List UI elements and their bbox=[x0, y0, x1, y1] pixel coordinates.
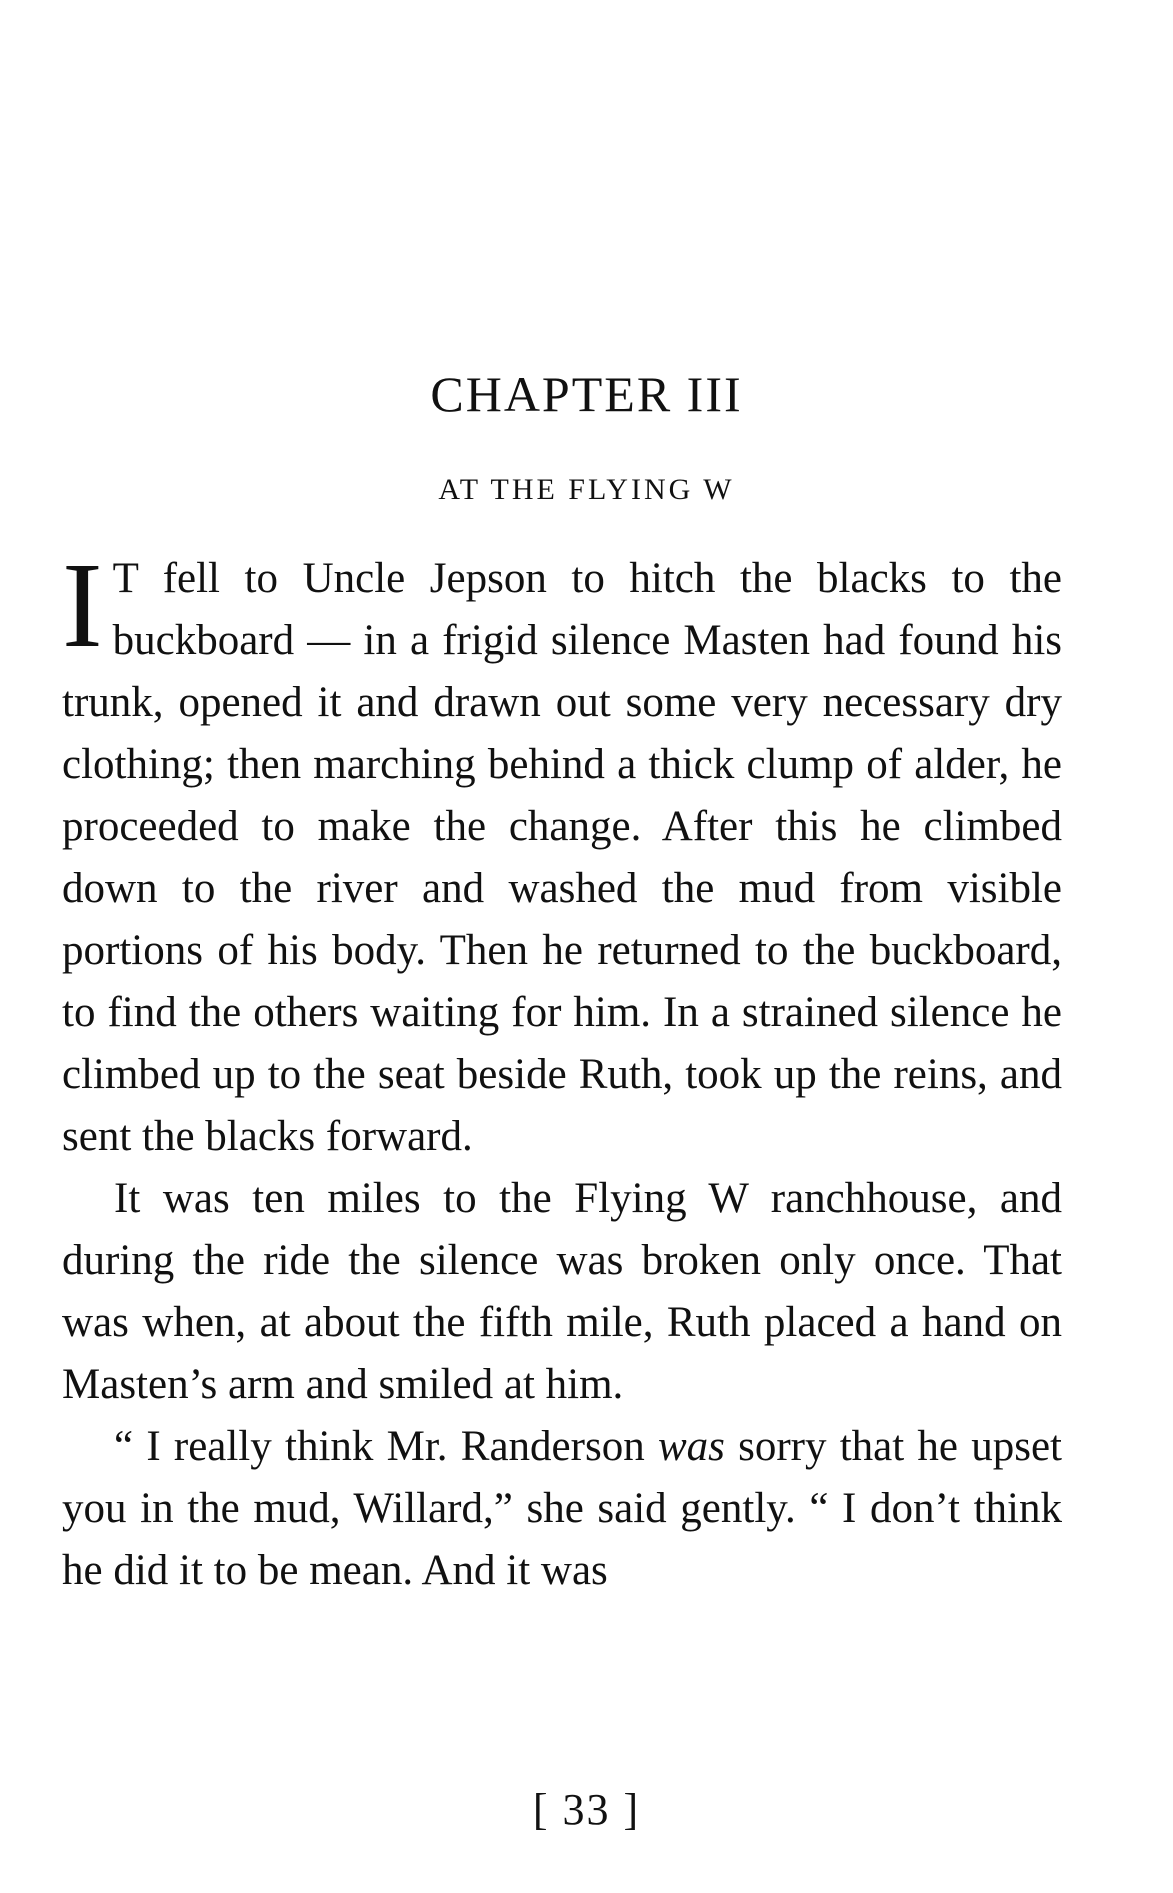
chapter-title: CHAPTER III bbox=[430, 366, 743, 422]
drop-cap: I bbox=[62, 538, 103, 673]
body-text bbox=[62, 538, 1062, 1602]
paragraph-1 bbox=[62, 538, 1062, 1168]
paragraph-3-text-after: sorry that he upset you in the mud, Willard,” she said gently. “ I don’t think he did it to be mean. And it was bbox=[62, 1423, 1062, 1594]
paragraph-2 bbox=[62, 1168, 1062, 1416]
paragraph-1-text: fell to Uncle Jepson to hitch the blacks to the buckboard — in a frigid silence Masten had found his trunk, opened it and drawn out some very necessary dry clothing; then marching behind a thick clump of alder, he proceeded to make the change. After this he climbed down to the river and washed the mud from visible portions of his body. Then he returned to the buckboard, to find the others waiting for him. In a strained silence he climbed up to the seat beside Ruth, took up the reins, and sent the blacks forward. bbox=[62, 555, 1062, 1160]
paragraph-3 bbox=[62, 1416, 1062, 1602]
drop-cap-continuation: T bbox=[112, 555, 139, 602]
paragraph-3-text-before: “ I really think Mr. Randerson bbox=[114, 1423, 658, 1470]
paragraph-3-emphasis: was bbox=[657, 1423, 725, 1470]
paragraph-2-text: It was ten miles to the Flying W ranchhouse, and during the ride the silence was broken only once. That was when, at about the fifth mile, Ruth placed a hand on Masten’s arm and smiled at him. bbox=[62, 1175, 1062, 1408]
chapter-subtitle: AT THE FLYING W bbox=[438, 473, 735, 506]
page-number: [ 33 ] bbox=[532, 1785, 641, 1834]
